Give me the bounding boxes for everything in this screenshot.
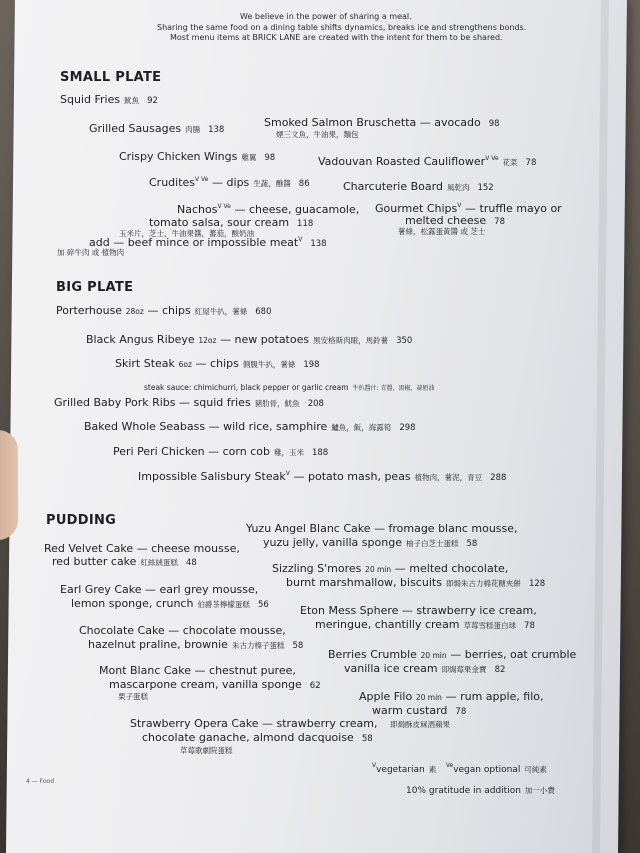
menu-item-chinese: 加 碎牛肉 或 植物肉 [57, 248, 125, 257]
menu-item-chinese: 薯條，松露蛋黃醬 或 芝士 [398, 227, 486, 236]
menu-item: Strawberry Opera Cake — strawberry cream, [130, 717, 378, 730]
menu-item-continuation: lemon sponge, crunch 伯爵茶檸檬蛋糕 56 [71, 597, 269, 610]
menu-item: Smoked Salmon Bruschetta — avocado 98 煙三文魚，牛油果，麵包 [264, 116, 500, 139]
menu-item: Squid Fries 魷魚 92 [60, 93, 158, 106]
gratuity-note: 10% gratitude in addition 加一小費 [406, 786, 555, 796]
intro-line: Sharing the same food on a dining table shifts dynamics, breaks ice and strengthens bonds. [157, 23, 527, 32]
menu-item-continuation: yuzu jelly, vanilla sponge 柚子白芝士蛋糕 58 [263, 536, 478, 549]
menu-item: Vadouvan Roasted Cauliflower$^{V Ve}$ 花菜 78 [318, 155, 537, 168]
menu-item: Nachos$^{V Ve}$ — cheese, guacamole, [177, 203, 360, 216]
menu-item: Skirt Steak 6oz — chips 側腹牛扒，薯條 198 [115, 357, 320, 370]
menu-item: Gourmet Chips$^V$ — truffle mayo or [375, 202, 562, 215]
menu-item-continuation: mascarpone cream, vanilla sponge 62 [109, 678, 321, 691]
menu-item-note: steak sauce: chimichurri, black pepper or garlic cream 牛扒醬汁: 青醬，黑椒，蒜奶油 [144, 383, 435, 392]
menu-item: Charcuterie Board 風乾肉 152 [343, 180, 494, 193]
menu-item-continuation: meringue, chantilly cream 草莓雪糕蛋白球 78 [315, 618, 535, 631]
diet-legend: $^V$vegetarian 素 $^{Ve}$vegan optional 可純素 [372, 762, 547, 775]
intro-line: We believe in the power of sharing a meal. [240, 12, 412, 21]
menu-item-continuation: warm custard 78 [372, 704, 467, 717]
menu-item-chinese: 即焗酥皮冧酒蘋果 [390, 720, 450, 729]
menu-item: Chocolate Cake — chocolate mousse, [79, 624, 286, 637]
menu-item: Earl Grey Cake — earl grey mousse, [60, 583, 259, 596]
menu-item-chinese: 栗子蛋糕 [118, 692, 148, 701]
menu-item-continuation: hazelnut praline, brownie 朱古力榛子蛋糕 58 [88, 638, 304, 651]
menu-item: Black Angus Ribeye 12oz — new potatoes 黑安格斯肉眼，馬鈴薯 350 [86, 333, 413, 346]
menu-item-chinese: 玉米片，芝士，牛油果醬，蕃茄，酸奶油 [119, 229, 254, 238]
section-heading-big-plate: BIG PLATE [56, 280, 134, 295]
menu-item: Yuzu Angel Blanc Cake — fromage blanc mousse, [246, 522, 518, 535]
menu-item: Grilled Baby Pork Ribs — squid fries 豬肋骨，魷魚 208 [54, 396, 324, 409]
menu-item-continuation: tomato salsa, sour cream 118 [149, 216, 314, 229]
menu-item: Red Velvet Cake — cheese mousse, [44, 542, 240, 555]
menu-item-continuation: melted cheese 78 [405, 214, 505, 227]
menu-item-continuation: red butter cake 紅絲絨蛋糕 48 [52, 555, 197, 568]
menu-item: Sizzling S'mores 20 min — melted chocolate, [272, 562, 509, 575]
section-heading-small-plate: SMALL PLATE [60, 70, 162, 85]
menu-item: Apple Filo 20 min — rum apple, filo, [359, 690, 544, 703]
menu-item-continuation: burnt marshmallow, biscuits 即焗朱古力棉花糖夾餅 128 [286, 576, 546, 589]
finger [0, 430, 18, 540]
menu-item: Peri Peri Chicken — corn cob 雞，玉米 188 [113, 445, 329, 458]
menu-item: Berries Crumble 20 min — berries, oat crumble [328, 648, 577, 661]
menu-item: Crispy Chicken Wings 雞翼 98 [119, 150, 276, 163]
menu-item: Mont Blanc Cake — chestnut puree, [99, 664, 296, 677]
menu-item-continuation: chocolate ganache, almond dacquoise 58 [142, 731, 373, 744]
menu-item: add — beef mince or impossible meat$^V$ 138 [89, 236, 327, 249]
menu-item: Crudites$^{V Ve}$ — dips 生蔬，醮醬 86 [149, 176, 310, 189]
menu-item: Impossible Salisbury Steak$^V$ — potato mash, peas 植物肉，薯泥，青豆 288 [138, 470, 507, 483]
intro-line: Most menu items at BRICK LANE are created with the intent for them to be shared. [170, 33, 503, 42]
menu-item: Porterhouse 28oz — chips 紅屋牛扒，薯條 680 [56, 304, 272, 317]
section-heading-pudding: PUDDING [46, 513, 117, 528]
menu-item: Eton Mess Sphere — strawberry ice cream, [300, 604, 537, 617]
menu-item-chinese: 草莓歌劇院蛋糕 [180, 746, 233, 755]
menu-item-continuation: vanilla ice cream 即焗莓果金寶 82 [344, 662, 506, 675]
menu-item: Grilled Sausages 肉腸 138 [89, 122, 225, 135]
page-footer: 4 — Food [26, 778, 55, 785]
menu-item: Baked Whole Seabass — wild rice, samphire 鱸魚，飯，海露筍 298 [84, 420, 416, 433]
